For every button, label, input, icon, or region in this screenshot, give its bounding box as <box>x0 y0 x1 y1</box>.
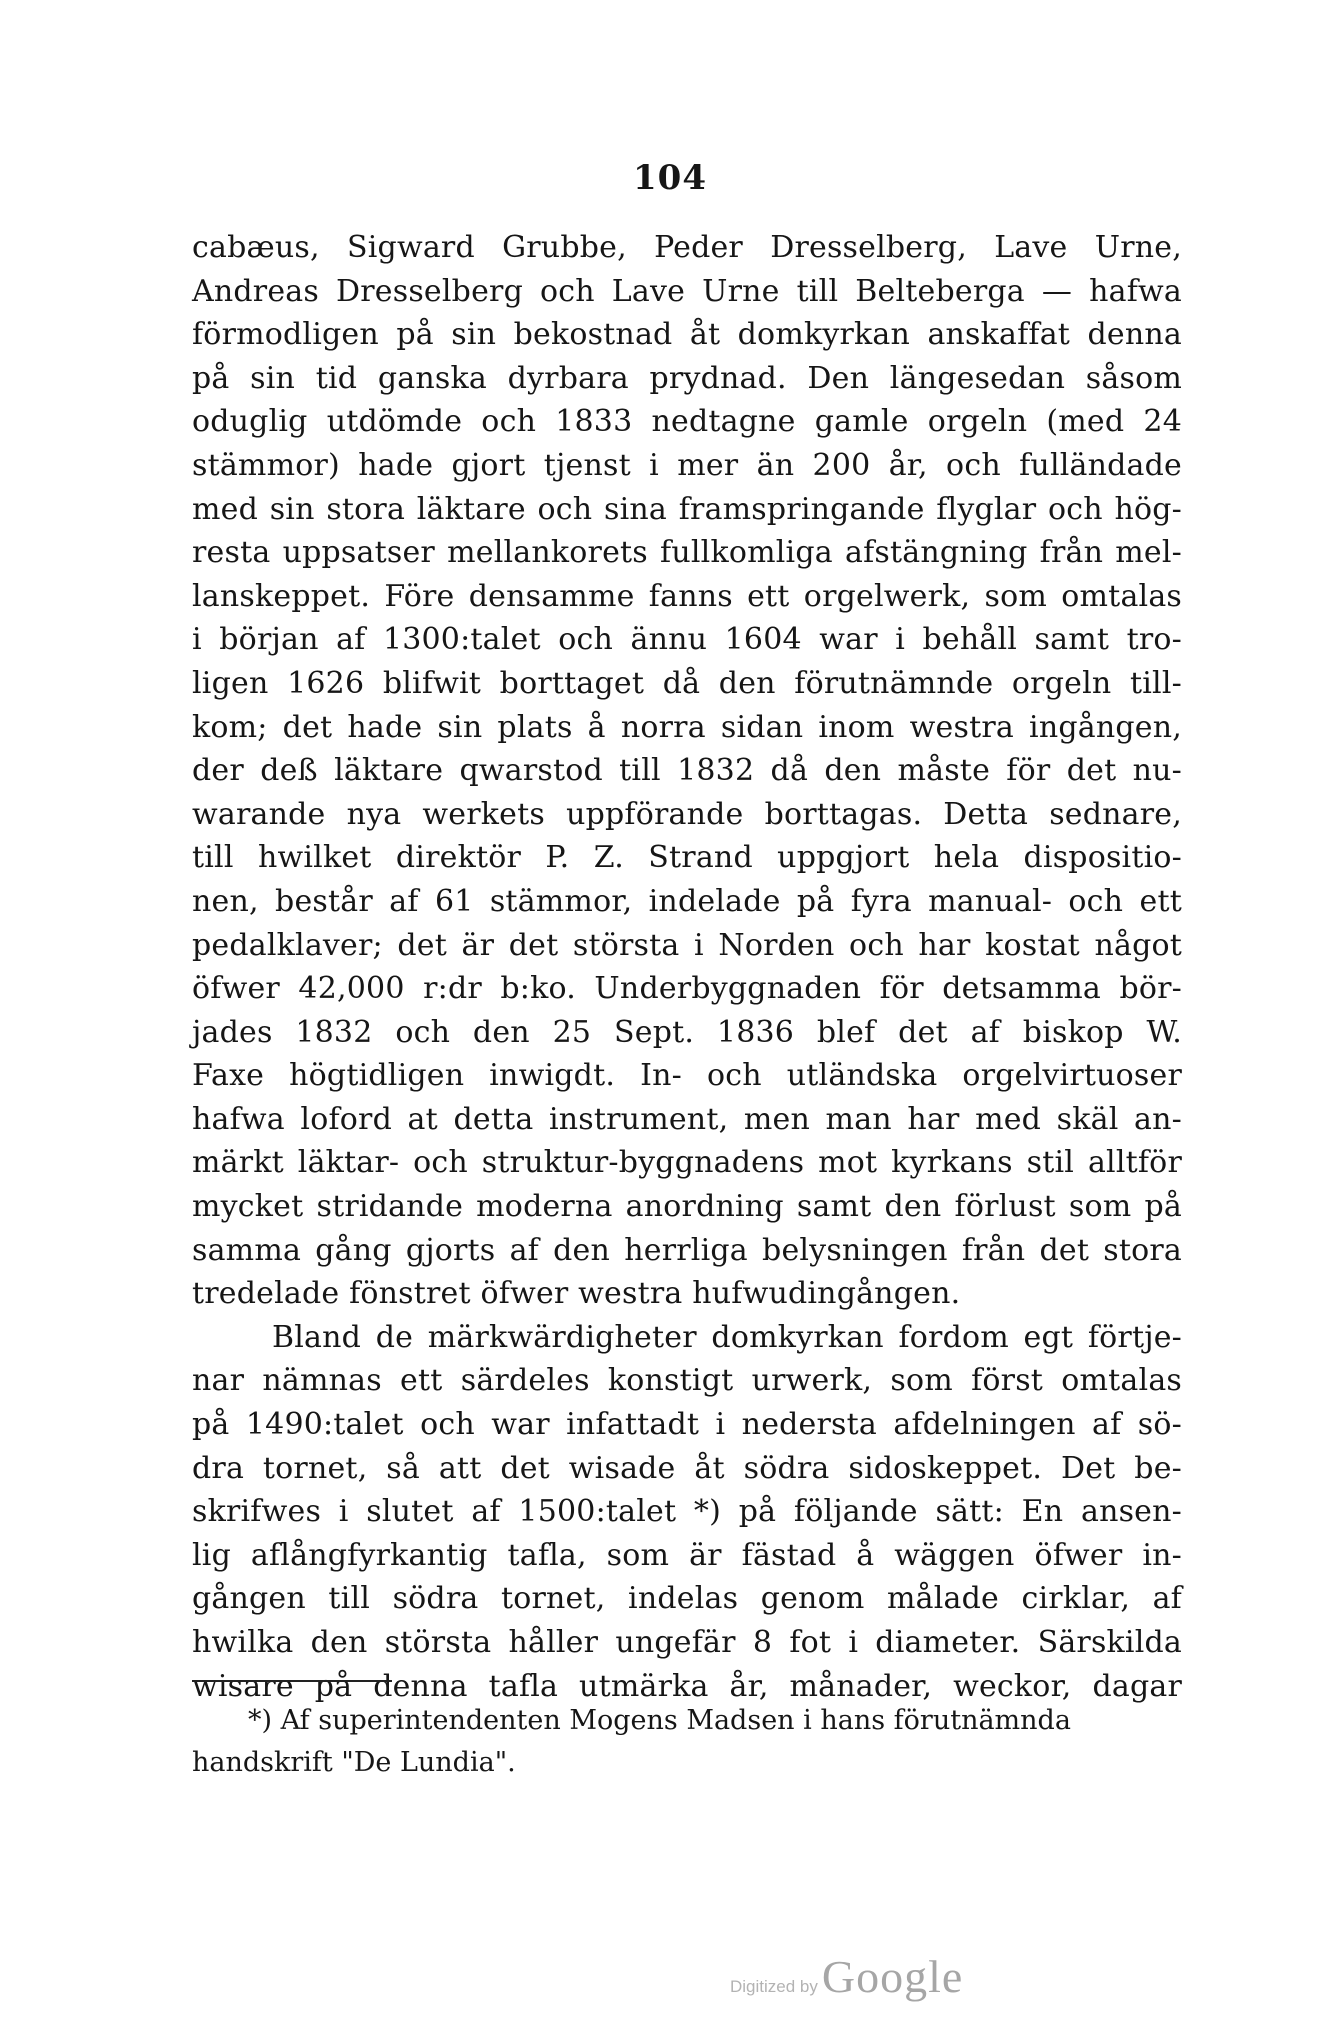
text-line: kom; det hade sin plats å norra sidan inom westra ingången, <box>192 709 1182 745</box>
text-line: wisare på denna tafla utmärka år, månader, weckor, dagar <box>192 1668 1182 1704</box>
text-line: Faxe högtidligen inwigdt. In- och utländska orgelvirtuoser <box>192 1058 1182 1094</box>
text-line: nar nämnas ett särdeles konstigt urwerk, som först omtalas <box>192 1363 1182 1399</box>
text-line: märkt läktar- och struktur-byggnadens mot kyrkans stil alltför <box>192 1145 1182 1181</box>
footnote <box>192 1700 1182 1784</box>
text-line: lig aflångfyrkantig tafla, som är fästad å wäggen öfwer in- <box>192 1537 1182 1573</box>
text-line: stämmor) hade gjort tjenst i mer än 200 år, och fulländade <box>192 447 1182 483</box>
text-line: skrifwes i slutet af 1500:talet *) på följande sätt: En ansen- <box>192 1494 1182 1530</box>
text-line: på 1490:talet och war infattadt i nedersta afdelningen af sö- <box>192 1407 1182 1443</box>
text-line: warande nya werkets uppförande borttagas. Detta sednare, <box>192 796 1182 832</box>
digitized-by-google-watermark <box>730 1950 964 2002</box>
text-line: förmodligen på sin bekostnad åt domkyrkan anskaffat denna <box>192 317 1182 353</box>
text-line: der deß läktare qwarstod till 1832 då den måste för det nu- <box>192 753 1182 789</box>
paragraph-start-line: Bland de märkwärdigheter domkyrkan fordom egt förtje- <box>272 1319 1182 1355</box>
text-line: till hwilket direktör P. Z. Strand uppgjort hela dispositio- <box>192 840 1182 876</box>
text-line: gången till södra tornet, indelas genom målade cirklar, af <box>192 1581 1182 1617</box>
text-line: samma gång gjorts af den herrliga belysningen från det stora <box>192 1232 1182 1268</box>
text-line: pedalklaver; det är det största i Norden och har kostat något <box>192 927 1182 963</box>
text-line: Andreas Dresselberg och Lave Urne till Belteberga — hafwa <box>192 273 1182 309</box>
paragraph-end-line: tredelade fönstret öfwer westra hufwudingången. <box>192 1276 961 1312</box>
watermark-prefix: Digitized by <box>730 1977 818 1996</box>
text-line: med sin stora läktare och sina framspringande flyglar och hög- <box>192 491 1182 527</box>
text-line: på sin tid ganska dyrbara prydnad. Den längesedan såsom <box>192 360 1182 396</box>
text-line: nen, består af 61 stämmor, indelade på fyra manual- och ett <box>192 883 1182 919</box>
text-line: cabæus, Sigward Grubbe, Peder Dresselberg, Lave Urne, <box>192 230 1182 265</box>
text-line: hwilka den största håller ungefär 8 fot i diameter. Särskilda <box>192 1625 1182 1660</box>
page-number: 104 <box>633 158 707 198</box>
text-line: dra tornet, så att det wisade åt södra sidoskeppet. Det be- <box>192 1450 1182 1486</box>
text-line: jades 1832 och den 25 Sept. 1836 blef det af biskop W. <box>192 1014 1182 1050</box>
footnote-divider <box>192 1680 392 1682</box>
footnote-line: handskrift "De Lundia". <box>192 1747 516 1778</box>
text-line: öfwer 42,000 r:dr b:ko. Underbyggnaden för detsamma bör- <box>192 971 1182 1007</box>
text-line: resta uppsatser mellankorets fullkomliga afstängning från mel- <box>192 535 1182 571</box>
text-line: i början af 1300:talet och ännu 1604 war i behåll samt tro- <box>192 622 1182 658</box>
google-logo: Google <box>821 1951 964 2002</box>
text-line: lanskeppet. Före densamme fanns ett orgelwerk, som omtalas <box>192 578 1182 614</box>
text-line: ligen 1626 blifwit borttaget då den förutnämnde orgeln till- <box>192 665 1182 701</box>
footnote-line: *) Af superintendenten Mogens Madsen i hans förutnämnda <box>248 1705 1071 1736</box>
text-line: hafwa loford at detta instrument, men man har med skäl an- <box>192 1101 1182 1137</box>
body-text <box>192 226 1182 1708</box>
text-line: oduglig utdömde och 1833 nedtagne gamle orgeln (med 24 <box>192 404 1182 440</box>
text-line: mycket stridande moderna anordning samt den förlust som på <box>192 1189 1182 1225</box>
